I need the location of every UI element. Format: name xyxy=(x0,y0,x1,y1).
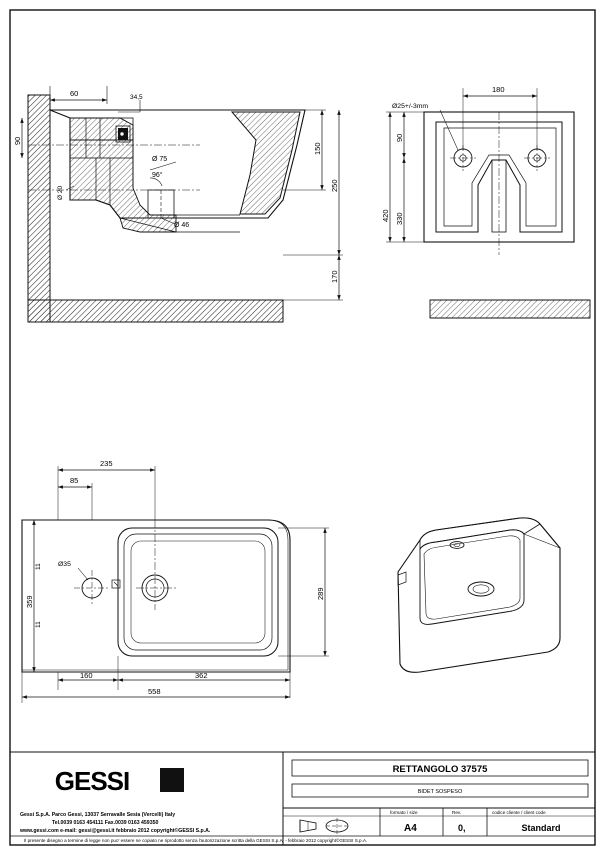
dim-label: 180 xyxy=(492,85,505,94)
dim-label: 11 xyxy=(35,621,42,628)
dim-label: 420 xyxy=(381,209,390,222)
dim-d75 xyxy=(150,156,176,170)
brand-logo xyxy=(55,766,184,796)
dim-label: 250 xyxy=(330,179,339,192)
dim-label: 362 xyxy=(195,671,208,680)
company-phone: Tel.0039 0163 454111 Fax.0039 0163 459350 xyxy=(52,820,159,826)
dim-85 xyxy=(58,476,92,520)
client-code-value: Standard xyxy=(521,823,561,833)
dim-label: 150 xyxy=(313,142,322,155)
format-value: A4 xyxy=(404,823,417,834)
dim-d35 xyxy=(58,561,88,580)
company-address: Gessi S.p.A. Parco Gessi, 13037 Serravalle Sesia (Vercelli) Italy xyxy=(20,812,176,818)
perspective-view xyxy=(398,518,560,672)
product-subtitle: BIDET SOSPESO xyxy=(417,789,463,795)
revision-value: 0, xyxy=(458,823,466,833)
company-web: www.gessi.com e-mail: gessi@gessi.it febbraio 2012 copyright©GESSI S.p.A. xyxy=(20,828,211,834)
dim-90-left xyxy=(13,118,22,158)
dim-362 xyxy=(118,671,290,698)
dim-label: 330 xyxy=(395,212,404,225)
dim-label: 235 xyxy=(100,459,113,468)
dim-34-5 xyxy=(118,94,143,112)
dim-180 xyxy=(463,85,537,150)
dim-label: 160 xyxy=(80,671,93,680)
dim-label: Ø35 xyxy=(58,561,71,568)
product-name: RETTANGOLO 37575 xyxy=(392,764,488,775)
rear-view xyxy=(381,85,590,318)
revision-label: Rev. xyxy=(452,810,462,815)
dim-label: 289 xyxy=(316,587,325,600)
dim-359 xyxy=(25,520,34,672)
top-view xyxy=(22,459,329,703)
format-label: formato / size xyxy=(390,810,418,815)
legal-disclaimer: Il presente disegno a termine di legge non puo' essere ne copiato ne riprodotto senza l'autorizzazione scritta della GESSI S.p.A. - febbraio 2012 copyright©GESSI S.p.A. xyxy=(24,838,368,843)
dim-235 xyxy=(58,459,155,520)
dim-90-rear xyxy=(395,112,404,158)
dim-558 xyxy=(22,672,290,703)
brand-name: GESSI xyxy=(54,766,130,796)
dim-label: Ø 46 xyxy=(174,222,190,229)
dim-11-top xyxy=(35,563,42,570)
dim-label: 558 xyxy=(148,687,161,696)
dim-label: 11 xyxy=(35,563,42,570)
dim-160 xyxy=(58,656,118,690)
dim-label: Ø25+/-3mm xyxy=(392,103,429,110)
dim-170 xyxy=(283,255,343,300)
title-block xyxy=(10,752,595,845)
dim-label: 34,5 xyxy=(130,94,143,101)
dim-60 xyxy=(50,86,107,104)
side-section-view xyxy=(13,86,343,322)
dim-angle-96 xyxy=(150,171,163,186)
client-code-label: codice cliente / client code xyxy=(492,810,546,815)
dim-label: Ø 20 xyxy=(57,185,64,200)
dim-label: 85 xyxy=(70,476,79,485)
dim-label: 90 xyxy=(13,136,22,145)
dim-label: 60 xyxy=(70,89,79,98)
dim-label: 90 xyxy=(395,133,404,142)
dim-label: 96° xyxy=(152,172,163,179)
dim-330 xyxy=(395,158,404,242)
projection-symbol-icon xyxy=(300,818,348,834)
dim-289 xyxy=(278,528,329,656)
dim-11-bottom xyxy=(35,621,42,628)
dim-label: 359 xyxy=(25,595,34,608)
dim-label: Ø 75 xyxy=(152,156,168,163)
dim-label: 170 xyxy=(330,270,339,283)
